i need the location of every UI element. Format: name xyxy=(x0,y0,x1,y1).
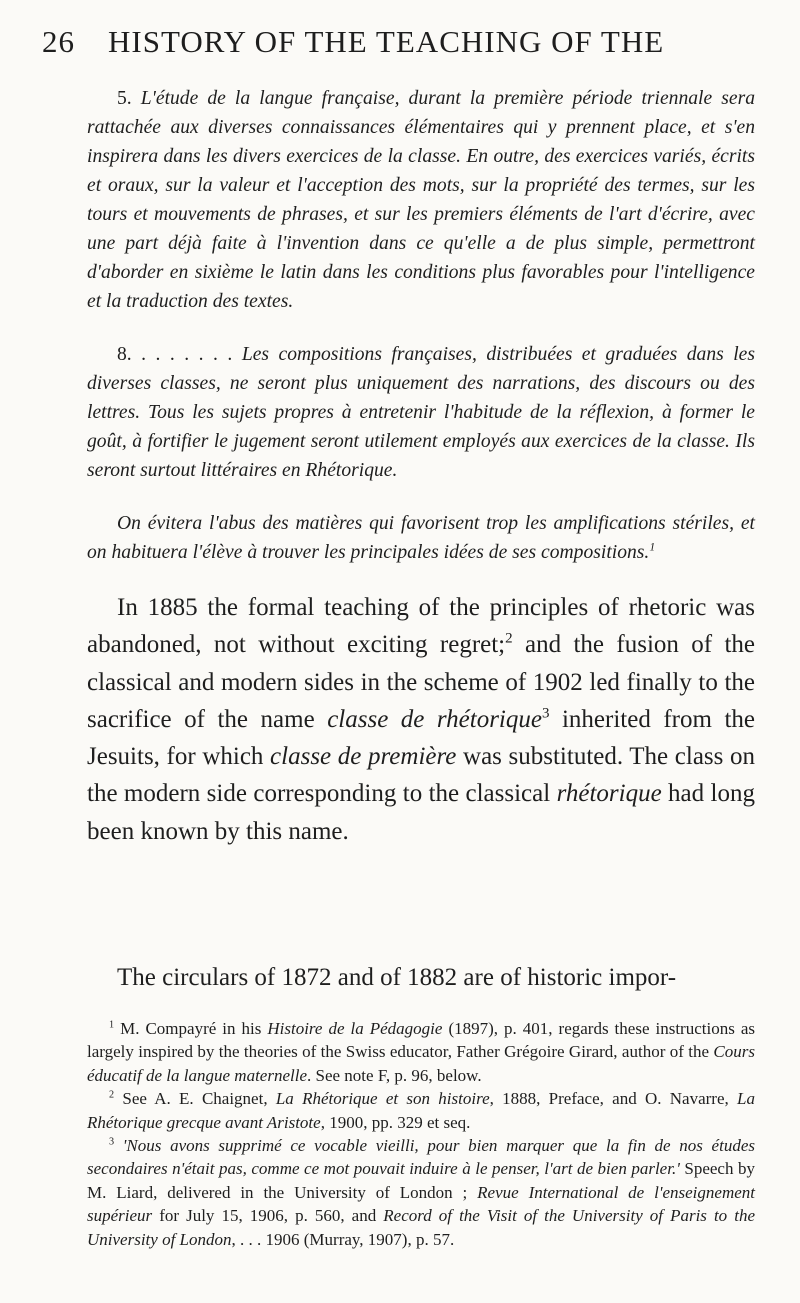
footnote-ref[interactable]: 2 xyxy=(505,630,513,647)
footnote-number: 1 xyxy=(109,1019,115,1031)
text-run: M. Compayré in his xyxy=(114,1019,268,1038)
quoted-text: L'étude de la langue française, durant la première période triennale sera rattachée aux diverses connaissances élémentaires qui y prennent place, et s'en inspirera dans les divers exercices de la classe. En outre, des exercices variés, écrits et oraux, sur la valeur et l'acception des mots, sur la propriété des termes, sur les tours et mouvements de phrases, et sur les premiers éléments de l'art d'écrire, avec une part déjà faite à l'invention dans ce qu'elle a de plus simple, permettront d'aborder en sixième le latin dans les conditions plus favorables pour l'intelligence et la traduction des textes. xyxy=(87,88,755,312)
italic-term: rhétorique xyxy=(556,780,662,808)
text-run: was substituted. The class on the modern side corresponding to the classical xyxy=(87,743,755,808)
italic-term: classe de rhétorique xyxy=(327,705,542,733)
paragraph-number: 8. . . . . . . . xyxy=(117,344,233,365)
text-run: , . . . 1906 (Murray, 1907), p. 57. xyxy=(231,1229,455,1249)
running-title: HISTORY OF THE TEACHING OF THE xyxy=(108,24,665,59)
text-run: , 1888, Preface, and O. Navarre, xyxy=(489,1089,738,1109)
cited-title: Revue International de l'enseignement supérieur xyxy=(87,1182,755,1226)
quoted-paragraph-8 xyxy=(87,340,755,485)
text-run: Speech by M. Liard, delivered in the University of London ; xyxy=(87,1159,756,1202)
cited-title: La Rhétorique grecque avant Aristote xyxy=(87,1089,755,1132)
text-run: for July 15, 1906, p. 560, and xyxy=(152,1206,384,1226)
italic-term: classe de première xyxy=(270,743,457,771)
footnote-number: 2 xyxy=(109,1089,115,1101)
body-paragraph xyxy=(87,959,755,996)
text-run: See A. E. Chaignet, xyxy=(114,1089,276,1109)
paragraph-number: 5. xyxy=(117,88,132,109)
text-run: , 1900, pp. 329 et seq. xyxy=(320,1112,471,1132)
quoted-text: On évitera l'abus des matières qui favorisent trop les amplifications stériles, et on habituera l'élève à trouver les principales idées de ses compositions. xyxy=(87,513,755,563)
quoted-paragraph-9 xyxy=(87,509,755,567)
footnote-ref[interactable]: 1 xyxy=(649,540,656,554)
text-run: . See note F, p. 96, below. xyxy=(307,1065,482,1085)
text-run: and the fusion of the classical and modern sides in the scheme of 1902 led finally to the sacrifice of the name xyxy=(87,631,756,733)
cited-title: Histoire de la Pédagogie xyxy=(267,1019,443,1038)
text-run: The circulars of 1872 and of 1882 are of historic impor- xyxy=(117,964,677,991)
text-run: In 1885 the formal teaching of the principles of rhetoric was abandoned, not without exciting regret; xyxy=(87,594,755,659)
cited-title: Cours éducatif de la langue maternelle xyxy=(87,1042,755,1085)
footnote-number: 3 xyxy=(109,1136,115,1148)
text-run: inherited from the Jesuits, for which xyxy=(87,705,755,771)
text-run: had long been known by this name. xyxy=(87,780,755,845)
footnote-ref[interactable]: 3 xyxy=(541,705,550,722)
quoted-speech: 'Nous avons supprimé ce vocable vieilli, pour bien marquer que la fin de nos études secondaires n'était pas, comme ce mot pouvait induire à le penser, l'art de bien parler.' xyxy=(87,1136,755,1179)
footnote-2 xyxy=(87,1087,755,1134)
cited-title: Record of the Visit of the University of Paris to the University of London xyxy=(87,1206,755,1249)
quoted-text: Les compositions françaises, distribuées et graduées dans les diverses classes, ne seront plus uniquement des narrations, des discours ou des lettres. Tous les sujets propres à entretenir l'habitude de la réflexion, à former le goût, à fortifier le jugement seront utilement employés aux exercices de la classe. Ils seront surtout littéraires en Rhétorique. xyxy=(87,344,755,481)
cited-title: La Rhétorique et son histoire xyxy=(275,1089,490,1109)
page-number: 26 xyxy=(42,24,75,59)
footnotes xyxy=(87,1017,755,1251)
body-paragraph xyxy=(87,589,755,850)
quoted-paragraph-5 xyxy=(87,84,755,316)
footnote-3 xyxy=(87,1134,755,1251)
running-head xyxy=(42,24,782,60)
text-run: (1897), p. 401, regards these instructions as largely inspired by the theories of the Swiss educator, Father Grégoire Girard, author of the xyxy=(87,1019,755,1062)
footnote-1 xyxy=(87,1017,755,1087)
